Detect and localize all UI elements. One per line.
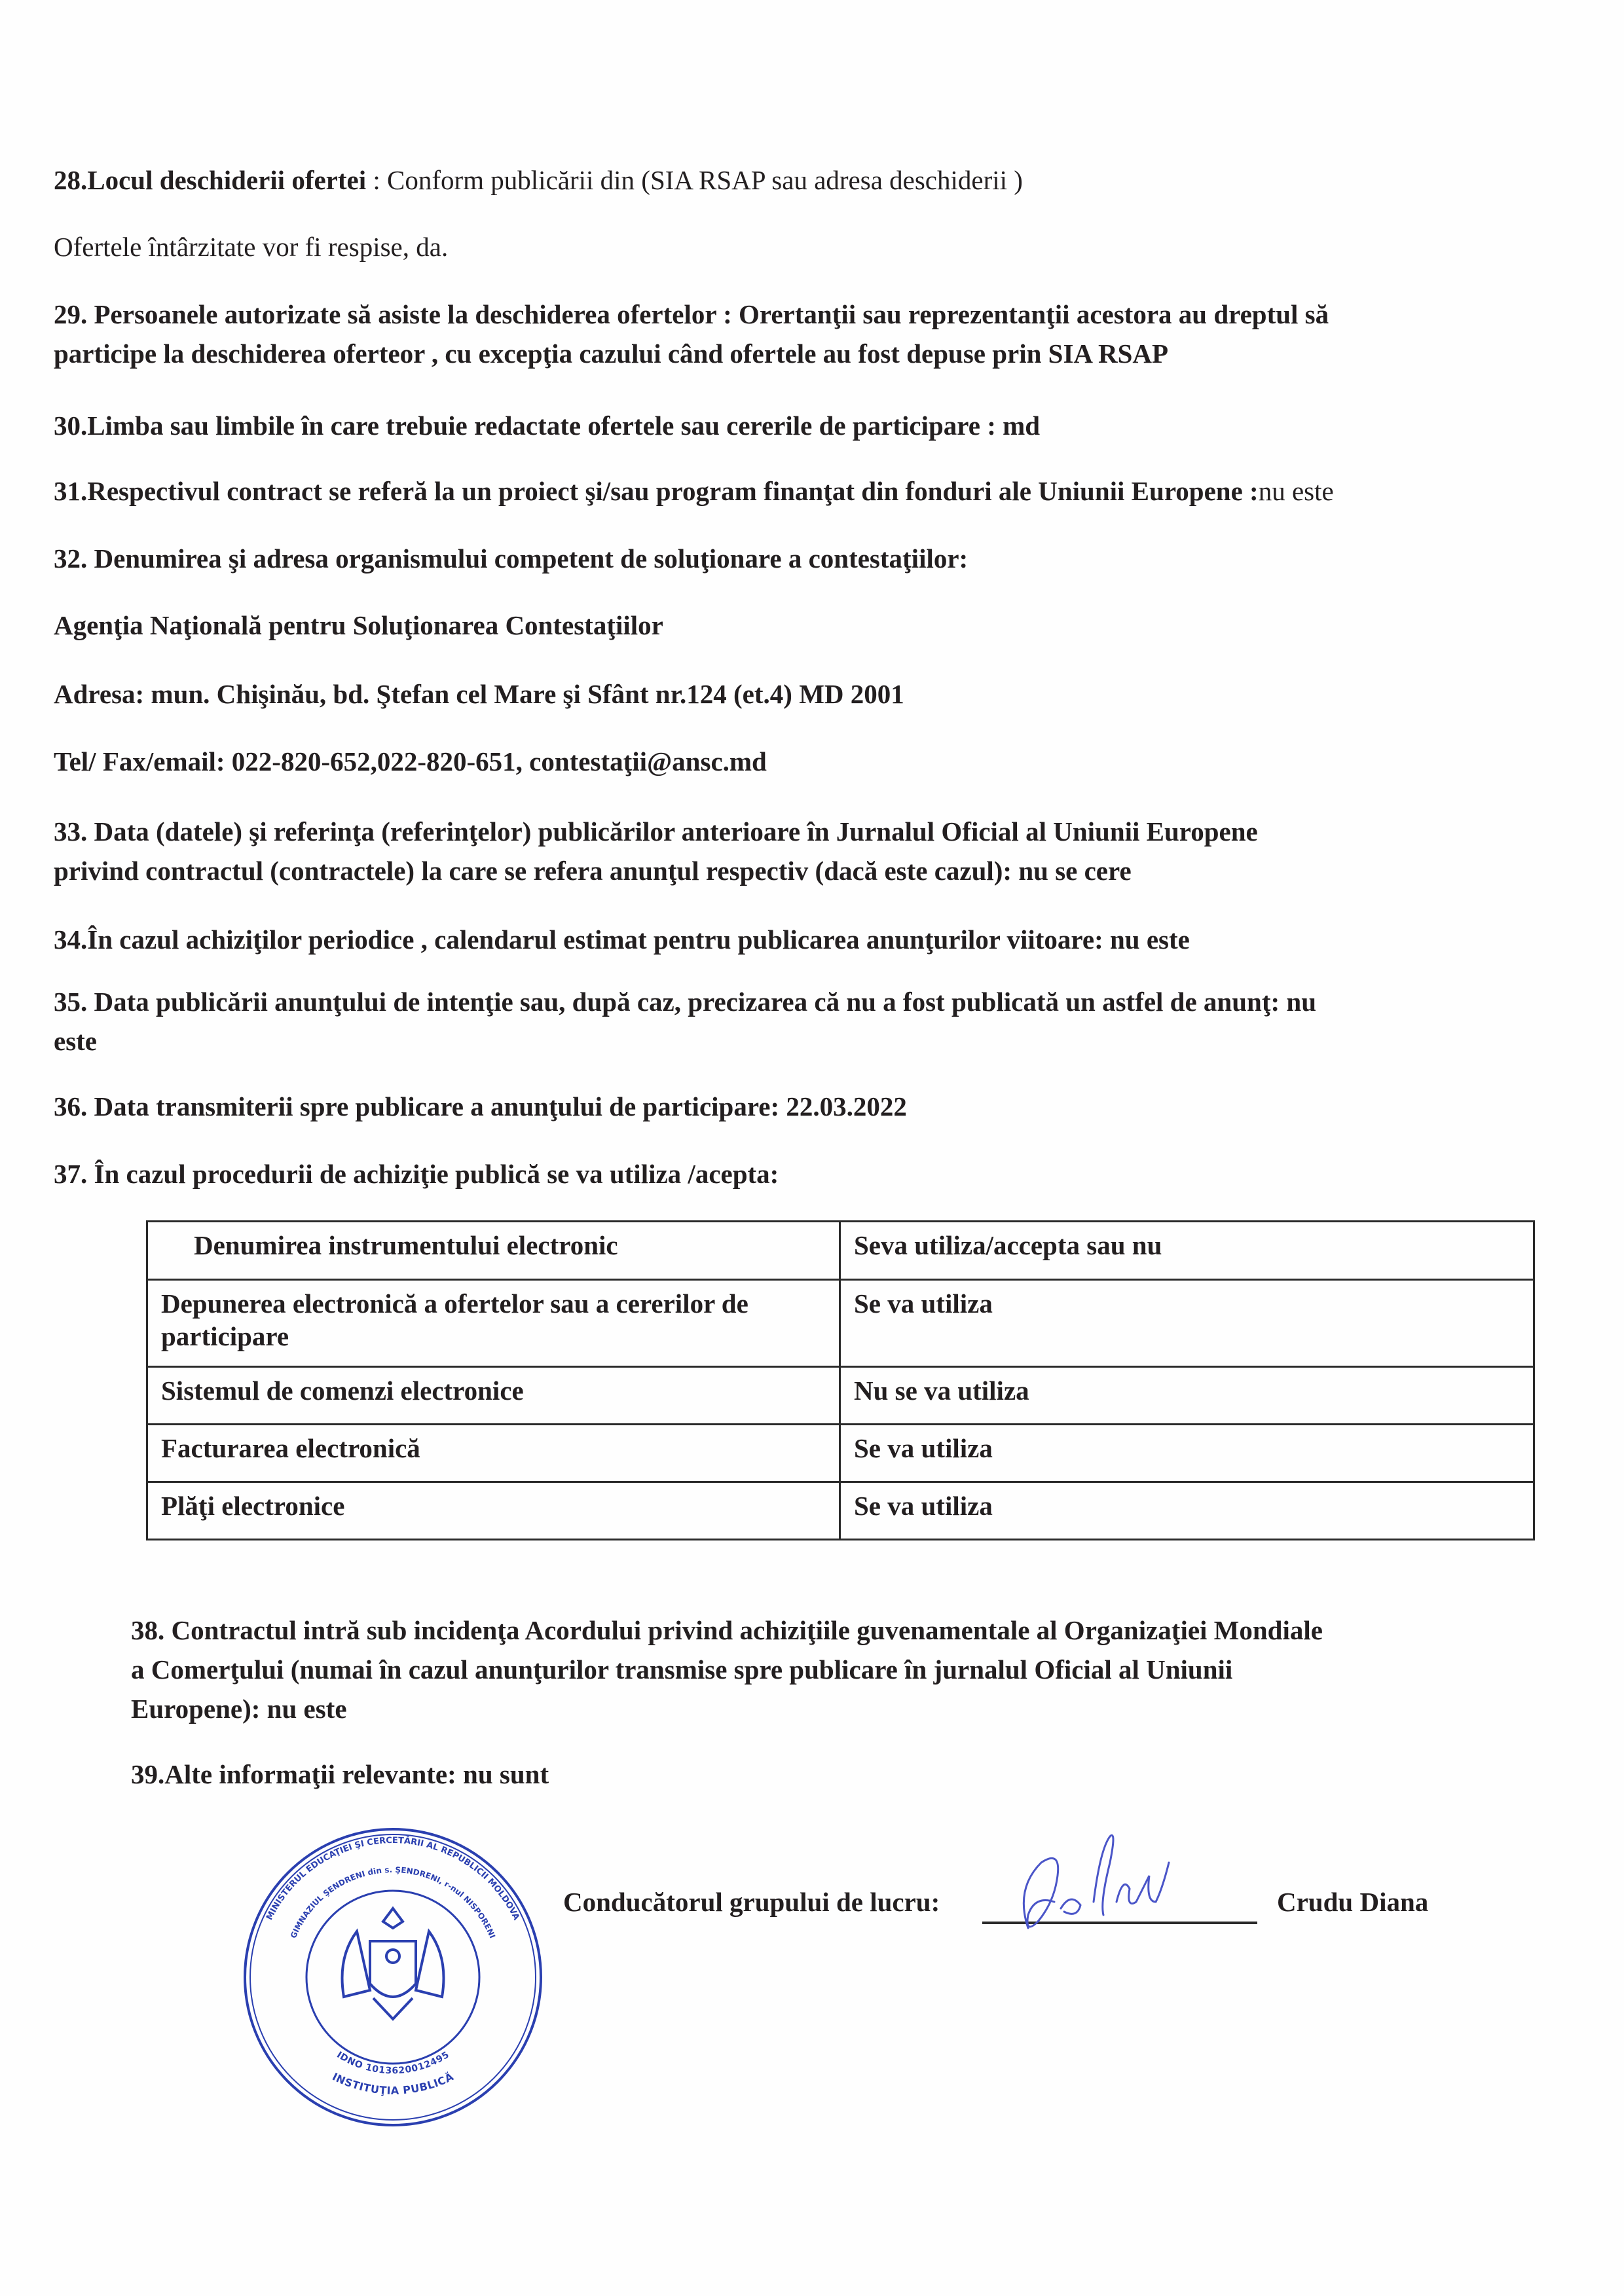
- item-30: 30.Limba sau limbile în care trebuie redactate ofertele sau cererile de participare : md: [54, 410, 1041, 441]
- item-38-line2: a Comerţului (numai în cazul anunţurilor transmise spre publicare în jurnalul Oficial al Uniunii: [131, 1654, 1233, 1685]
- item-29-line2: participe la deschiderea oferteor , cu excepţia cazului când ofertele au fost depuse prin SIA RSAP: [54, 338, 1169, 369]
- stamp-idno: IDNO 1013620012495: [335, 2049, 451, 2076]
- table-cell-instrument: Sistemul de comenzi electronice: [147, 1367, 840, 1425]
- item-32-agency: Agenţia Naţională pentru Soluţionarea Contestaţiilor: [54, 610, 663, 640]
- item-34: 34.În cazul achiziţilor periodice , calendarul estimat pentru publicarea anunţurilor viitoare: nu este: [54, 924, 1190, 955]
- item-32-contact: Tel/ Fax/email: 022-820-652,022-820-651, contestaţii@ansc.md: [54, 746, 767, 776]
- table-row: [147, 1280, 1534, 1367]
- signatory-name: Crudu Diana: [1277, 1887, 1429, 1917]
- table-cell-instrument: Depunerea electronică a ofertelor sau a cererilor de participare: [147, 1280, 840, 1367]
- table-cell-instrument: Plăţi electronice: [147, 1482, 840, 1540]
- table-header-row: [147, 1222, 1534, 1280]
- item-28: [54, 164, 1023, 196]
- item-38-line1: 38. Contractul intră sub incidenţa Acordului privind achiziţiile guvenamentale al Organizaţiei Mondiale: [131, 1615, 1323, 1645]
- table-cell-usage: Se va utiliza: [840, 1425, 1534, 1482]
- stamp-bottom-text: INSTITUŢIA PUBLICĂ: [330, 2070, 456, 2097]
- item-28-note-text: Ofertele întârzitate vor fi respise, da.: [54, 232, 449, 262]
- item-28-note: [54, 230, 448, 263]
- item-37: 37. În cazul procedurii de achiziţie publică se va utiliza /acepta:: [54, 1159, 779, 1189]
- item-31: [54, 475, 1334, 507]
- item-33-line1: 33. Data (datele) şi referinţa (referinţelor) publicărilor anterioare în Jurnalul Oficial al Uniunii Europene: [54, 816, 1258, 847]
- stamp-inner-text: GIMNAZIUL ŞENDRENI din s. ŞENDRENI, r-nul NISPORENI: [288, 1865, 498, 1940]
- table-cell-usage: Nu se va utiliza: [840, 1367, 1534, 1425]
- item-29-line1: 29. Persoanele autorizate să asiste la deschiderea ofertelor : Orertanţii sau reprezentanţii acestora au dreptul să: [54, 299, 1329, 329]
- table-cell-usage: Se va utiliza: [840, 1482, 1534, 1540]
- table-header-usage: Seva utiliza/accepta sau nu: [840, 1222, 1534, 1280]
- table-cell-usage: Se va utiliza: [840, 1280, 1534, 1367]
- table-header-instrument: Denumirea instrumentului electronic: [147, 1222, 840, 1280]
- item-35-line2: este: [54, 1026, 98, 1056]
- table-row: [147, 1482, 1534, 1540]
- item-39: 39.Alte informaţii relevante: nu sunt: [131, 1759, 549, 1789]
- item-32: 32. Denumirea şi adresa organismului competent de soluţionare a contestaţiilor:: [54, 543, 969, 574]
- item-32-address: Adresa: mun. Chişinău, bd. Ştefan cel Mare şi Sfânt nr.124 (et.4) MD 2001: [54, 679, 904, 709]
- item-31-value: nu este: [1258, 476, 1334, 506]
- table-row: [147, 1425, 1534, 1482]
- official-stamp-icon: [242, 1827, 544, 2128]
- item-28-value: : Conform publicării din (SIA RSAP sau adresa deschiderii ): [366, 165, 1023, 195]
- item-28-label: 28.Locul deschiderii ofertei: [54, 165, 367, 195]
- table-cell-instrument: Facturarea electronică: [147, 1425, 840, 1482]
- electronic-tools-table: [146, 1220, 1535, 1540]
- item-38-line3: Europene): nu este: [131, 1694, 347, 1724]
- item-35-line1: 35. Data publicării anunţului de intenţie sau, după caz, precizarea că nu a fost publicată un astfel de anunţ: nu: [54, 987, 1317, 1017]
- signature-label: Conducătorul grupului de lucru:: [563, 1887, 940, 1917]
- stamp-outer-text: MINISTERUL EDUCAŢIEI ŞI CERCETĂRII AL REPUBLICII MOLDOVA: [265, 1836, 521, 1922]
- table-row: [147, 1367, 1534, 1425]
- item-36: 36. Data transmiterii spre publicare a anunţului de participare: 22.03.2022: [54, 1091, 907, 1121]
- coat-of-arms-icon: [342, 1908, 444, 2019]
- item-31-label: 31.Respectivul contract se referă la un proiect şi/sau program finanţat din fonduri ale Uniunii Europene :: [54, 476, 1259, 506]
- handwritten-signature-icon: [1002, 1830, 1238, 1941]
- item-33-line2: privind contractul (contractele) la care se refera anunţul respectiv (dacă este cazul): nu se cere: [54, 856, 1132, 886]
